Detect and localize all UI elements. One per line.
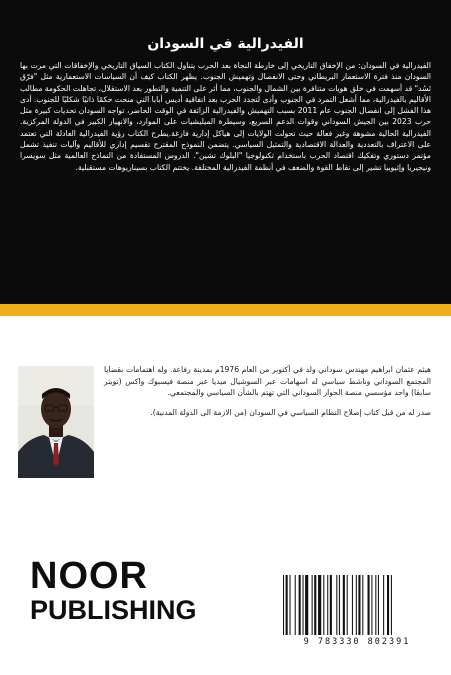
publisher-name-line1: NOOR	[30, 555, 148, 597]
barcode-bar	[327, 575, 328, 635]
isbn-digits: 9 783330 802391	[277, 637, 437, 647]
barcode-bar	[323, 575, 324, 635]
barcode-bar	[339, 575, 340, 635]
barcode-bar	[362, 575, 363, 635]
barcode-bar	[383, 575, 384, 635]
barcode-bar	[343, 575, 345, 635]
author-biography	[104, 364, 431, 426]
barcode-bar	[378, 575, 379, 635]
barcode-bar	[368, 575, 370, 635]
author-bio-paragraph: هيثم عثمان ابراهيم مهندس سوداني ولد في أكتوبر من العام 1976م بمدينة رفاعة. وله اهتمامات بقضايا المجتمع السوداني وناشط سياسي له اسهامات عبر السوشيال ميديا عبر منصة فيسبوك واكس (تويتر سابقا) واحد مؤسسي منصة الحوار السوداني التي تهتم بالشأن السياسي والمجتمعي.	[104, 365, 431, 398]
barcode-bar	[303, 575, 304, 635]
barcode-bar	[387, 575, 389, 635]
barcode-bar	[371, 575, 372, 635]
barcode-bar	[347, 575, 348, 635]
barcode-bar	[290, 575, 291, 635]
barcode-bar	[299, 575, 301, 635]
book-blurb: الفيدرالية في السودان: من الإخفاق التاريخي إلى خارطة النجاة بعد الحرب يتناول الكتاب السياق التاريخي والإخفاقات التي مرت بها السودان منذ فترة الاستعمار البريطاني وحتى الانفصال وتهميش الجنوب. يظهر الكتاب كيف أن السياسات الاستعمارية مثل "فرّق تَسُد" قد أسهمت في خلق هويات متنافرة بين الشمال والجنوب، مما أثر على التنمية والتطور بعد الاستقلال، تجاهلت الحكومة مطالب الأقاليم بالفيدرالية، مما أشعل التمرد في الجنوب وأدى لتجدد الحرب بعد اتفاقية أديس أبابا التي منحت حكمًا ذاتيًا شكليًا للجنوب. أدى هذا الفشل إلى انفصال الجنوب عام 2011 بسبب التهميش والفيدرالية الزائفة في الوقت الحاضر، تواجه السودان تحديات كبيرة مثل حرب 2023 بين الجيش السوداني وقوات الدعم السريع، وسيطرة الميليشيات على الموارد، والانهيار الكبير في الدولة المركزية. الفيدرالية الحالية مشوهة وغير فعالة حيث تحولت الولايات إلى هياكل إدارية فارغة.يطرح الكتاب رؤية الفيدرالية العادلة التي تعتمد على الاعتراف بالتعددية والعدالة الاقتصادية والتمثيل السياسي. يتضمن النموذج المقترح تقسيم إداري للأقاليم وآليات تنفيذ تشمل مؤتمر دستوري وتفكيك اقتصاد الحرب باستخدام تكنولوجيا "البلوك تشين". الدروس المستفادة من النماذج العالمية مثل سويسرا ونيجيريا وإثيوبيا تشير إلى نقاط القوة والضعف في أنظمة الفيدرالية المختلفة. يختتم الكتاب بسيناريوهات مستقبلية.	[20, 61, 431, 172]
barcode-bar	[356, 575, 357, 635]
barcode-bar	[358, 575, 360, 635]
barcode-bar	[375, 575, 376, 635]
barcode-bar	[286, 575, 288, 635]
barcode-bar	[318, 575, 321, 635]
barcode-bar	[314, 575, 316, 635]
author-previous-work: صدر له من قبل كتاب إصلاح النظام السياسي في السودان (من الازمة الى الدولة المدنية).	[150, 407, 431, 417]
barcode-bar	[330, 575, 332, 635]
barcode-bar	[336, 575, 337, 635]
gold-divider-bar	[0, 304, 451, 316]
barcode-bar	[295, 575, 296, 635]
author-photo	[18, 366, 94, 478]
barcode-bar	[312, 575, 313, 635]
book-title: الفيدرالية في السودان	[147, 36, 304, 52]
barcode-bar	[305, 575, 308, 635]
barcode-bar	[283, 575, 284, 635]
publisher-logo	[30, 557, 210, 625]
publisher-name-line2: PUBLISHING	[30, 595, 197, 625]
barcode-bar	[352, 575, 353, 635]
barcode-bar	[391, 575, 392, 635]
